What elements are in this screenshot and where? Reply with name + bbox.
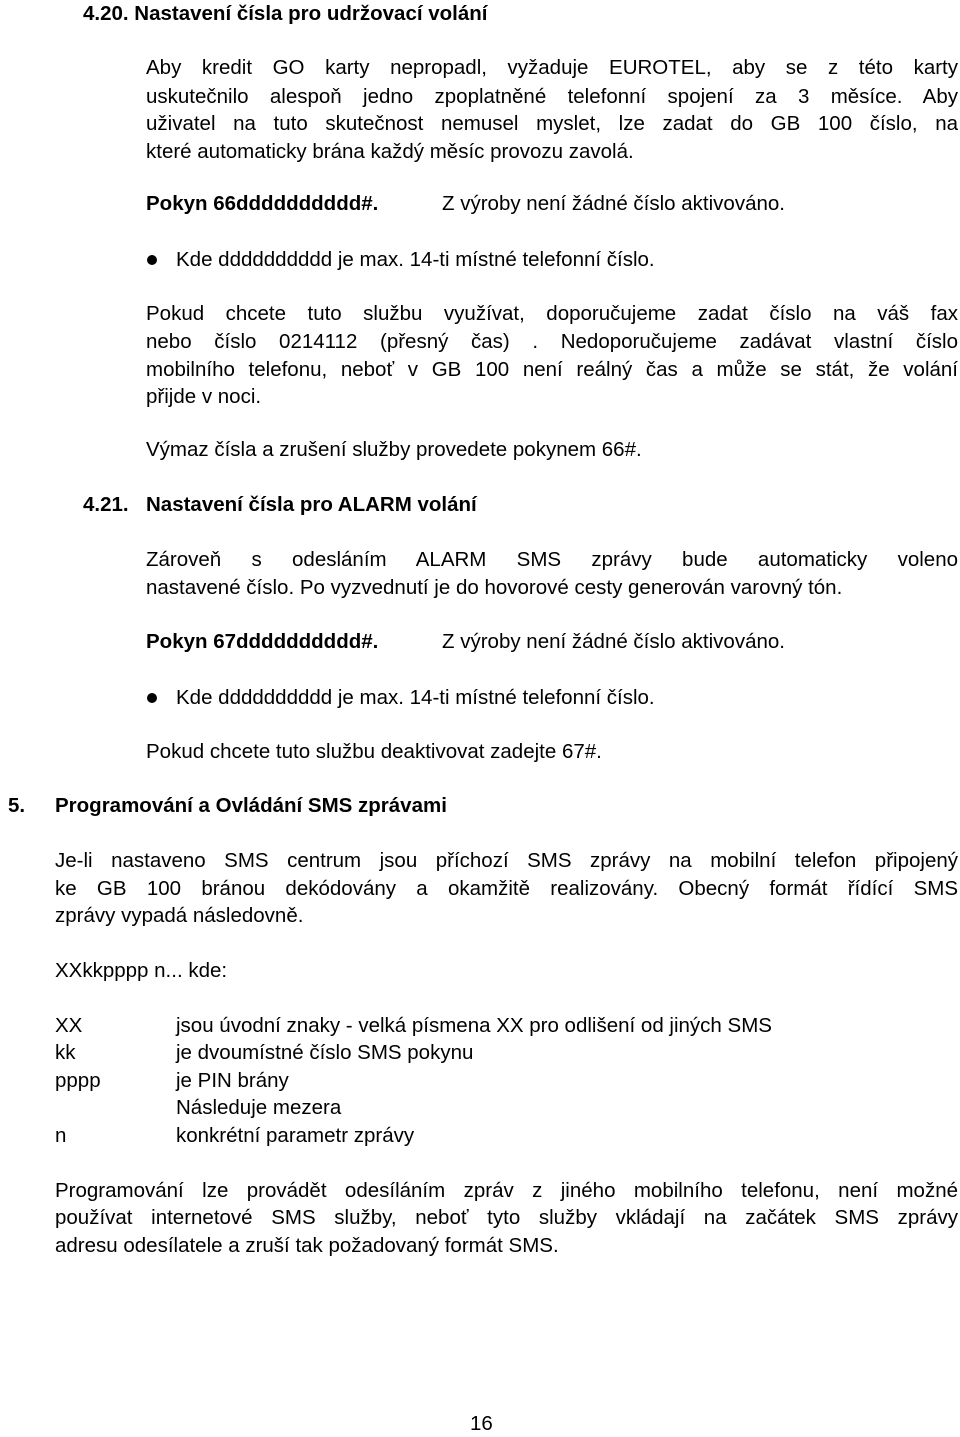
def-term-pppp: pppp [55,1069,101,1092]
s5-outro-line-1: Programování lze provádět odesíláním zpráv z jiného mobilního telefonu, není možné [55,1179,958,1202]
s5-intro-line-1: Je-li nastaveno SMS centrum jsou příchozí SMS zprávy na mobilní telefon připojený [55,849,958,872]
def-desc-n: konkrétní parametr zprávy [176,1124,415,1147]
s420-command: Pokyn 66dddddddddd#. [146,192,379,215]
def-desc-pppp: je PIN brány [176,1069,289,1092]
s420-para-line-1: Pokud chcete tuto službu využívat, doporučujeme zadat číslo na váš fax [146,302,958,325]
s420-para-line-2: nebo číslo 0214112 (přesný čas) . Nedoporučujeme zadávat vlastní číslo [146,330,958,353]
def-term-xx: XX [55,1014,83,1037]
def-term-kk: kk [55,1041,76,1064]
sms-format-line: XXkkpppp n... kde: [55,959,228,982]
section-5-number: 5. [8,794,26,817]
bullet-icon [147,693,157,703]
def-desc-kk: je dvoumístné číslo SMS pokynu [176,1041,474,1064]
s5-intro-line-3: zprávy vypadá následovně. [55,904,304,927]
s420-delete-text: Výmaz čísla a zrušení služby provedete pokynem 66#. [146,438,642,461]
bullet-icon [147,255,157,265]
s421-deactivate-text: Pokud chcete tuto službu deaktivovat zadejte 67#. [146,740,602,763]
def-desc-space: Následuje mezera [176,1096,342,1119]
s420-para-line-4: přijde v noci. [146,385,262,408]
s5-outro-line-3: adresu odesílatele a zruší tak požadovaný formát SMS. [55,1234,559,1257]
section-420-heading: 4.20. Nastavení čísla pro udržovací volání [83,2,488,25]
s5-outro-line-2: používat internetové SMS služby, neboť tyto služby vkládají na začátek SMS zprávy [55,1206,958,1229]
section-421-number: 4.21. [83,493,129,516]
s420-intro-line-2: uskutečnilo alespoň jedno zpoplatněné telefonní spojení za 3 měsíce. Aby [146,85,958,108]
s421-command-note: Z výroby není žádné číslo aktivováno. [442,630,785,653]
s420-command-note: Z výroby není žádné číslo aktivováno. [442,192,785,215]
def-term-n: n [55,1124,67,1147]
def-desc-xx: jsou úvodní znaky - velká písmena XX pro odlišení od jiných SMS [176,1014,772,1037]
s421-command: Pokyn 67dddddddddd#. [146,630,379,653]
section-5-title: Programování a Ovládání SMS zprávami [55,794,447,817]
page-number: 16 [470,1412,493,1435]
s420-para-line-3: mobilního telefonu, neboť v GB 100 není reálný čas a může se stát, že volání [146,358,958,381]
s420-intro-line-3: uživatel na tuto skutečnost nemusel myslet, lze zadat do GB 100 číslo, na [146,112,958,135]
section-421-title: Nastavení čísla pro ALARM volání [146,493,477,516]
s421-intro-line-1: Zároveň s odesláním ALARM SMS zprávy bude automaticky voleno [146,548,958,571]
s420-intro-line-1: Aby kredit GO karty nepropadl, vyžaduje EUROTEL, aby se z této karty [146,56,958,79]
s420-intro-line-4: které automaticky brána každý měsíc provozu zavolá. [146,140,634,163]
s420-bullet-text: Kde dddddddddd je max. 14-ti místné telefonní číslo. [176,248,655,271]
s421-intro-line-2: nastavené číslo. Po vyzvednutí je do hovorové cesty generován varovný tón. [146,576,843,599]
s421-bullet-text: Kde dddddddddd je max. 14-ti místné telefonní číslo. [176,686,655,709]
s5-intro-line-2: ke GB 100 bránou dekódovány a okamžitě realizovány. Obecný formát řídící SMS [55,877,958,900]
